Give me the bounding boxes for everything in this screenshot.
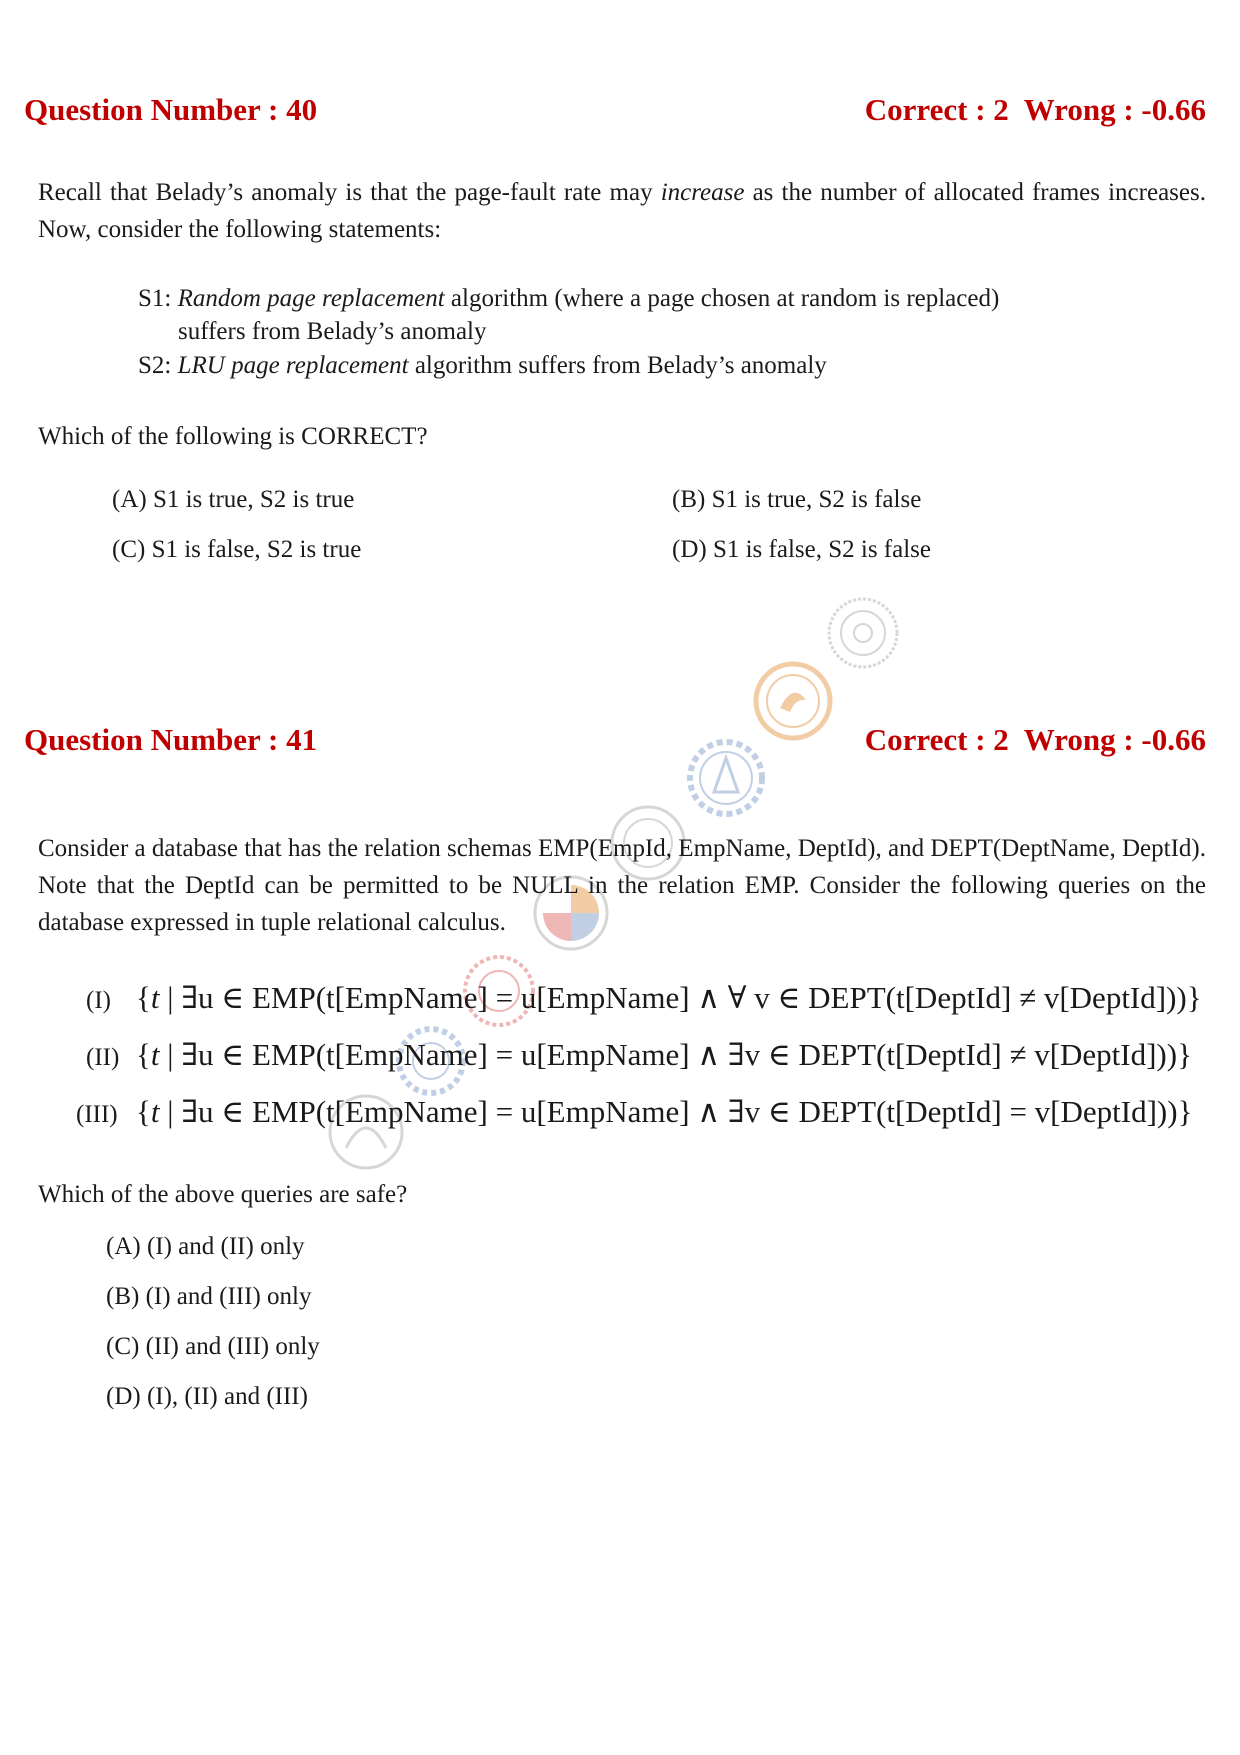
s1-text: algorithm (where a page chosen at random is replaced) xyxy=(444,285,1000,312)
query-tuple-var: t xyxy=(150,1037,160,1072)
question-number: Question Number : 40 xyxy=(24,92,318,127)
s2-emphasis: LRU page replacement xyxy=(177,352,409,379)
query-tuple-var: t xyxy=(150,1094,160,1129)
option-c[interactable]: (C) (II) and (III) only xyxy=(106,1333,320,1360)
watermark-seal-icon xyxy=(825,595,901,671)
option-b[interactable]: (B) (I) and (III) only xyxy=(106,1283,312,1310)
s2-label: S2: xyxy=(138,352,178,379)
query-label: (I) xyxy=(86,987,111,1014)
statement-s2 xyxy=(138,349,1206,382)
question-40-intro xyxy=(38,174,1206,248)
statement-s1 xyxy=(138,282,1206,348)
s1-emphasis: Random page replacement xyxy=(177,285,445,312)
query-iii xyxy=(76,1092,1192,1135)
question-41-header xyxy=(24,722,1206,762)
query-i xyxy=(86,978,1202,1021)
marks-info: Correct : 2 Wrong : -0.66 xyxy=(864,92,1206,127)
question-41-prompt: Which of the above queries are safe? xyxy=(38,1181,408,1208)
question-40-prompt: Which of the following is CORRECT? xyxy=(38,423,428,450)
option-d[interactable]: (D) S1 is false, S2 is false xyxy=(672,536,931,563)
question-41-intro: Consider a database that has the relation schemas EMP(EmpId, EmpName, DeptId), and DEPT(DeptName, DeptId). Note that the DeptId can be permitted to be NULL in the relation EMP. Consider the following queries on the database expressed in tuple relational calculus. xyxy=(38,835,1206,936)
query-expression: | ∃u ∈ EMP(t[EmpName] = u[EmpName] ∧ ∀ v ∈ DEPT(t[DeptId] ≠ v[DeptId])) xyxy=(159,980,1187,1015)
intro-text: Recall that Belady’s anomaly is that the page-fault rate may xyxy=(38,179,661,206)
query-brace-close: } xyxy=(1177,1037,1192,1072)
query-brace-close: } xyxy=(1186,980,1202,1015)
query-ii xyxy=(86,1035,1192,1078)
query-brace-close: } xyxy=(1177,1094,1193,1129)
s1-continuation: suffers from Belady’s anomaly xyxy=(178,318,487,345)
query-label: (III) xyxy=(76,1101,118,1128)
option-c[interactable]: (C) S1 is false, S2 is true xyxy=(112,536,362,563)
query-brace-open: { xyxy=(136,1037,151,1072)
intro-text-rest: as the number of allocated frames increases. Now, consider the following statements: xyxy=(38,179,1206,243)
query-brace-open: { xyxy=(136,1094,151,1129)
option-d[interactable]: (D) (I), (II) and (III) xyxy=(106,1383,308,1410)
query-label: (II) xyxy=(86,1044,120,1071)
marks-info: Correct : 2 Wrong : -0.66 xyxy=(864,722,1206,757)
query-expression: | ∃u ∈ EMP(t[EmpName] = u[EmpName] ∧ ∃v ∈ DEPT(t[DeptId] = v[DeptId])) xyxy=(159,1094,1178,1129)
query-expression: | ∃u ∈ EMP(t[EmpName] = u[EmpName] ∧ ∃v ∈ DEPT(t[DeptId] ≠ v[DeptId])) xyxy=(159,1037,1178,1072)
question-number: Question Number : 41 xyxy=(24,722,318,757)
s1-label: S1: xyxy=(138,285,178,312)
option-a[interactable]: (A) S1 is true, S2 is true xyxy=(112,486,355,513)
s2-text: algorithm suffers from Belady’s anomaly xyxy=(408,352,827,379)
question-40-header xyxy=(24,92,1206,132)
query-brace-open: { xyxy=(136,980,151,1015)
query-tuple-var: t xyxy=(150,980,160,1015)
option-b[interactable]: (B) S1 is true, S2 is false xyxy=(672,486,922,513)
option-a[interactable]: (A) (I) and (II) only xyxy=(106,1233,305,1260)
intro-emphasis: increase xyxy=(660,179,745,206)
